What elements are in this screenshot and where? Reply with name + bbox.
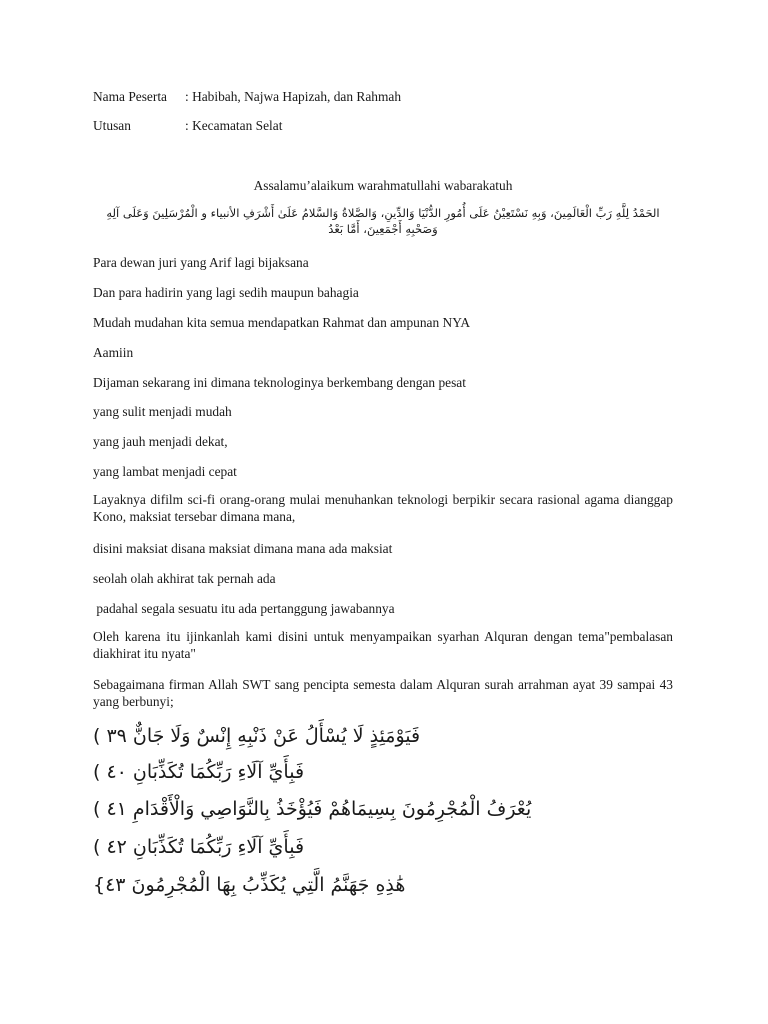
body-line-2: Dan para hadirin yang lagi sedih maupun bahagia — [93, 285, 359, 300]
verse-number: {٤٣ — [93, 874, 126, 896]
verse-text: فَبِأَيِّ آلَاءِ رَبِّكُمَا تُكَذِّبَانِ — [132, 836, 305, 858]
verse-number: ( ٤٠ — [93, 761, 127, 783]
participant-value: : Habibah, Najwa Hapizah, dan Rahmah — [185, 89, 402, 104]
verse-number: ( ٣٩ — [93, 725, 127, 747]
verse-40 — [93, 757, 653, 787]
verse-number: ( ٤٢ — [93, 836, 127, 858]
body-paragraph-1: Layaknya difilm sci-fi orang-orang mulai menuhankan teknologi berpikir secara rasional agama dianggap Kono, maksiat tersebar dimana mana, — [93, 492, 673, 524]
delegation-value: : Kecamatan Selat — [185, 118, 283, 133]
arabic-opening: الحَمْدُ لِلَّهِ رَبِّ الْعَالَمِينَ، وَبِهِ نَسْتَعِيْنُ عَلَى أُمُورِ الدُّنْيَا وَالدِّينِ، وَالصَّلاةُ وَالسَّلامُ عَلَىٰ أَشْرَفِ الأنبياء و الْمُرْسَلِينَ وَعَلَى آلِهِ وَصَحْبِهِ أَجْمَعِينَ، أَمَّا بَعْدُ — [106, 206, 660, 236]
greeting: Assalamu’alaikum warahmatullahi wabarakatuh — [253, 178, 513, 193]
body-line-9: disini maksiat disana maksiat dimana mana ada maksiat — [93, 541, 393, 556]
body-line-8: yang lambat menjadi cepat — [93, 464, 237, 479]
verse-42 — [93, 832, 653, 862]
verse-43 — [93, 870, 653, 900]
body-line-1: Para dewan juri yang Arif lagi bijaksana — [93, 255, 309, 270]
verse-text: فَيَوْمَئِذٍ لَا يُسْأَلُ عَنْ ذَنْبِهِ إِنْسٌ وَلَا جَانٌّ — [132, 725, 421, 747]
body-line-10: seolah olah akhirat tak pernah ada — [93, 571, 276, 586]
body-line-5: Dijaman sekarang ini dimana teknologinya berkembang dengan pesat — [93, 375, 466, 390]
participant-label: Nama Peserta — [93, 89, 167, 104]
delegation-label: Utusan — [93, 118, 131, 133]
body-line-6: yang sulit menjadi mudah — [93, 404, 232, 419]
participant-row — [93, 88, 401, 105]
body-line-4: Aamiin — [93, 345, 134, 360]
verse-text: هَٰذِهِ جَهَنَّمُ الَّتِي يُكَذِّبُ بِهَا الْمُجْرِمُونَ — [131, 874, 406, 896]
verse-39 — [93, 721, 653, 751]
delegation-row — [93, 117, 282, 134]
verse-text: فَبِأَيِّ آلَاءِ رَبِّكُمَا تُكَذِّبَانِ — [132, 761, 305, 783]
verse-text: يُعْرَفُ الْمُجْرِمُونَ بِسِيمَاهُمْ فَيُؤْخَذُ بِالنَّوَاصِي وَالْأَقْدَامِ — [132, 798, 532, 820]
verse-41 — [93, 794, 653, 824]
verse-number: ( ٤١ — [93, 798, 127, 820]
body-paragraph-3: Sebagaimana firman Allah SWT sang pencipta semesta dalam Alquran surah arrahman ayat 39 sampai 43 yang berbunyi; — [93, 677, 673, 709]
body-paragraph-2: Oleh karena itu ijinkanlah kami disini untuk menyampaikan syarhan Alquran dengan tema"pembalasan diakhirat itu nyata" — [93, 629, 673, 661]
body-line-3: Mudah mudahan kita semua mendapatkan Rahmat dan ampunan NYA — [93, 315, 471, 330]
body-line-7: yang jauh menjadi dekat, — [93, 434, 228, 449]
body-line-11: padahal segala sesuatu itu ada pertanggung jawabannya — [93, 601, 395, 616]
